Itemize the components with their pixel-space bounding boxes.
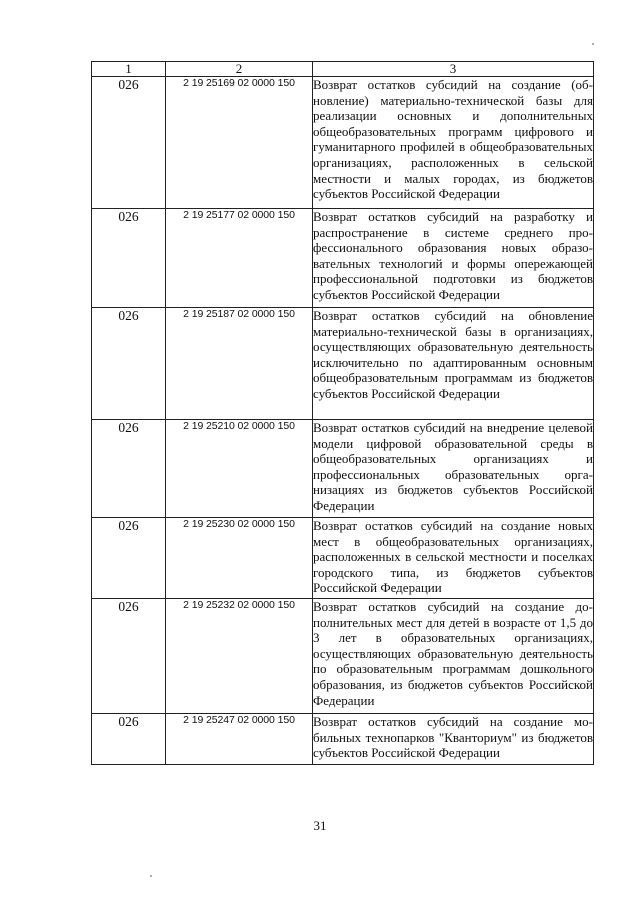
column-header-1: 1 [92,62,166,77]
budget-classification-cell: 2 19 25232 02 0000 150 [166,599,313,714]
table-row [92,308,594,420]
budget-classification-cell: 2 19 25169 02 0000 150 [166,77,313,209]
admin-code-cell: 026 [92,714,166,765]
scan-speck [592,43,594,45]
description-cell: Возврат остатков субсидий на создание дополнительных мест для детей в возрасте от 1,5 до 3 лет в образовательных организациях, осуществляющих образовательную деятельность по образовательным программам дошкольного образования, из бюджетов субъектов Российской Федерации [313,599,594,714]
budget-classification-cell: 2 19 25247 02 0000 150 [166,714,313,765]
admin-code-cell: 026 [92,308,166,420]
table-row [92,599,594,714]
description-cell: Возврат остатков субсидий на создание (обновление) материально-технической базы для реализации основных и дополнительных общеобразовательных программ цифрового и гуманитарного профилей в общеобразовательных организациях, расположенных в сельской местности и малых городах, из бюджетов субъектов Российской Федерации [313,77,594,209]
table-row [92,77,594,209]
budget-classification-cell: 2 19 25230 02 0000 150 [166,518,313,599]
header-row [92,62,594,77]
admin-code-cell: 026 [92,77,166,209]
table-row [92,209,594,308]
admin-code-cell: 026 [92,420,166,518]
description-cell: Возврат остатков субсидий на обновление материально-технической базы в организациях, осуществляющих образовательную деятельность исключительно по адаптированным основным общеобразовательным программам из бюджетов субъектов Российской Федерации [313,308,594,420]
description-cell: Возврат остатков субсидий на создание мобильных технопарков "Кванториум" из бюджетов субъектов Российской Федерации [313,714,594,765]
budget-code-table [91,61,594,765]
budget-classification-cell: 2 19 25177 02 0000 150 [166,209,313,308]
budget-classification-cell: 2 19 25210 02 0000 150 [166,420,313,518]
budget-classification-cell: 2 19 25187 02 0000 150 [166,308,313,420]
admin-code-cell: 026 [92,209,166,308]
page-number: 31 [313,818,327,833]
admin-code-cell: 026 [92,599,166,714]
description-cell: Возврат остатков субсидий на разработку и распространение в системе среднего профессионального образования новых образовательных технологий и формы опережающей профессиональной подготовки из бюджетов субъектов Российской Федерации [313,209,594,308]
description-cell: Возврат остатков субсидий на внедрение целевой модели цифровой образовательной среды в общеобразовательных организациях и профессиональных образовательных организациях из бюджетов субъектов Российской Федерации [313,420,594,518]
description-cell: Возврат остатков субсидий на создание новых мест в общеобразовательных организациях, расположенных в сельской местности и поселках городского типа, из бюджетов субъектов Российской Федерации [313,518,594,599]
admin-code-cell: 026 [92,518,166,599]
table-row [92,714,594,765]
column-header-3: 3 [313,62,594,77]
table-row [92,518,594,599]
column-header-2: 2 [166,62,313,77]
table-row [92,420,594,518]
scan-speck [150,875,152,877]
